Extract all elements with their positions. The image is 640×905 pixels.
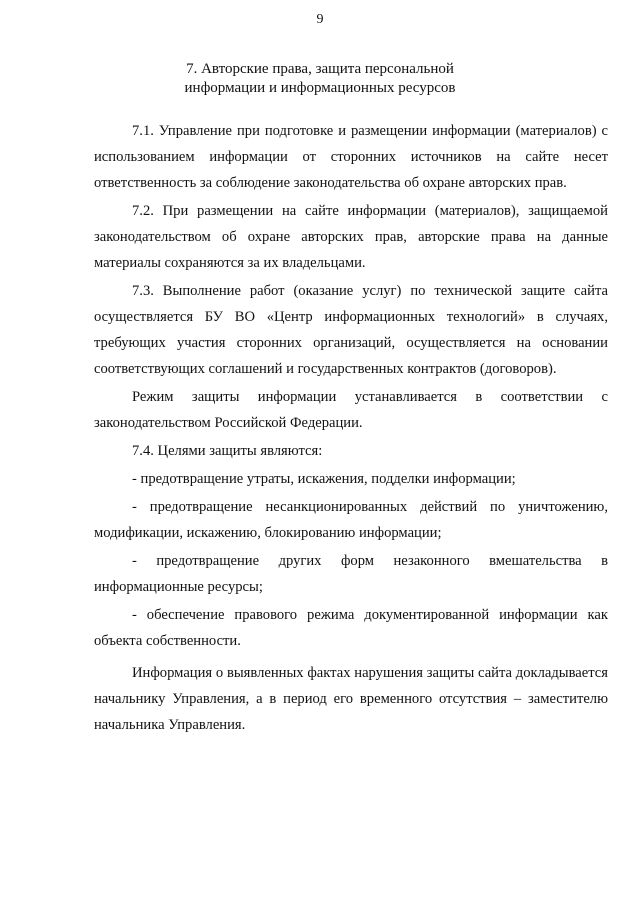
list-item: - предотвращение несанкционированных действий по уничтожению, модификации, искажению, блокированию информации; xyxy=(94,499,608,541)
paragraph-7-4: 7.4. Целями защиты являются: xyxy=(132,443,323,459)
section-title xyxy=(0,60,640,98)
paragraph-7-1: 7.1. Управление при подготовке и размещении информации (материалов) с использованием информации от сторонних источников на сайте несет ответственность за соблюдение законодательства об охране авторских прав. xyxy=(94,123,608,191)
paragraph-violation-reporting: Информация о выявленных фактах нарушения защиты сайта докладывается начальнику Управления, а в период его временного отсутствия – заместителю начальника Управления. xyxy=(94,665,608,733)
list-item: - предотвращение других форм незаконного вмешательства в информационные ресурсы; xyxy=(94,553,608,595)
list-item: - предотвращение утраты, искажения, подделки информации; xyxy=(132,471,516,487)
paragraph-7-2: 7.2. При размещении на сайте информации (материалов), защищаемой законодательством об охране авторских прав, авторские права на данные материалы сохраняются за их владельцами. xyxy=(94,203,608,271)
list-item: - обеспечение правового режима документированной информации как объекта собственности. xyxy=(94,607,608,649)
document-body xyxy=(94,118,608,740)
page-number: 9 xyxy=(316,12,324,27)
section-title-line-2: информации и информационных ресурсов xyxy=(184,80,456,96)
paragraph-protection-regime: Режим защиты информации устанавливается в соответствии с законодательством Российской Федерации. xyxy=(94,389,608,431)
paragraph-7-3: 7.3. Выполнение работ (оказание услуг) по технической защите сайта осуществляется БУ ВО «Центр информационных технологий» в случаях, требующих участия сторонних организаций, осуществляется на основании соответствующих соглашений и государственных контрактов (договоров). xyxy=(94,283,608,377)
section-title-line-1: 7. Авторские права, защита персональной xyxy=(186,61,454,77)
